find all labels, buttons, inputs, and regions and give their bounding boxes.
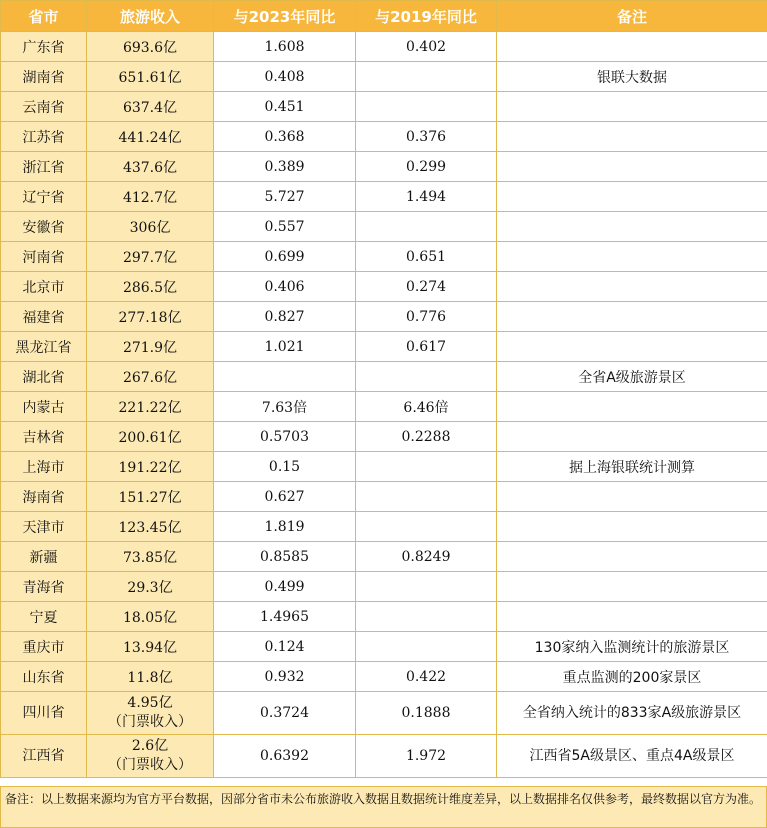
- table-row: [1, 512, 767, 542]
- table-row: [1, 362, 767, 392]
- income-cell: 651.61亿: [87, 62, 214, 92]
- table-row: [1, 332, 767, 362]
- income-cell: 221.22亿: [87, 392, 214, 422]
- yoy-2023-cell: 1.608: [214, 32, 356, 62]
- table-row: [1, 392, 767, 422]
- table-row: [1, 212, 767, 242]
- income-cell: 286.5亿: [87, 272, 214, 302]
- table-row: [1, 662, 767, 692]
- yoy-2023-cell: 0.699: [214, 242, 356, 272]
- yoy-2019-cell: [356, 212, 497, 242]
- income-cell: 11.8亿: [87, 662, 214, 692]
- province-cell: 安徽省: [1, 212, 87, 242]
- note-cell: 重点监测的200家景区: [497, 662, 767, 692]
- note-cell: [497, 332, 767, 362]
- yoy-2019-cell: 0.402: [356, 32, 497, 62]
- province-cell: 湖北省: [1, 362, 87, 392]
- province-cell: 新疆: [1, 542, 87, 572]
- yoy-2019-cell: [356, 362, 497, 392]
- note-cell: 130家纳入监测统计的旅游景区: [497, 632, 767, 662]
- yoy-2019-cell: 0.376: [356, 122, 497, 152]
- table-row: [1, 572, 767, 602]
- table-row: [1, 272, 767, 302]
- income-cell: 18.05亿: [87, 602, 214, 632]
- income-cell: 271.9亿: [87, 332, 214, 362]
- province-cell: 浙江省: [1, 152, 87, 182]
- yoy-2023-cell: 0.451: [214, 92, 356, 122]
- note-cell: [497, 182, 767, 212]
- province-cell: 广东省: [1, 32, 87, 62]
- yoy-2019-cell: 0.1888: [356, 692, 497, 735]
- province-cell: 江西省: [1, 735, 87, 778]
- yoy-2023-cell: 7.63倍: [214, 392, 356, 422]
- yoy-2023-cell: 0.368: [214, 122, 356, 152]
- province-cell: 河南省: [1, 242, 87, 272]
- yoy-2023-cell: 0.3724: [214, 692, 356, 735]
- note-cell: [497, 512, 767, 542]
- income-cell: 437.6亿: [87, 152, 214, 182]
- province-cell: 宁夏: [1, 602, 87, 632]
- income-value: 4.95亿: [127, 695, 173, 711]
- yoy-2023-cell: 1.819: [214, 512, 356, 542]
- header-yoy-2023: 与2023年同比: [214, 1, 356, 32]
- yoy-2023-cell: 0.389: [214, 152, 356, 182]
- yoy-2019-cell: 0.651: [356, 242, 497, 272]
- income-cell: 267.6亿: [87, 362, 214, 392]
- yoy-2023-cell: 0.499: [214, 572, 356, 602]
- yoy-2019-cell: 0.2288: [356, 422, 497, 452]
- note-cell: 全省A级旅游景区: [497, 362, 767, 392]
- yoy-2019-cell: 0.776: [356, 302, 497, 332]
- yoy-2023-cell: 0.6392: [214, 735, 356, 778]
- table-row: [1, 92, 767, 122]
- yoy-2023-cell: 0.932: [214, 662, 356, 692]
- province-cell: 北京市: [1, 272, 87, 302]
- table-row: [1, 692, 767, 735]
- income-cell: 637.4亿: [87, 92, 214, 122]
- table-row: [1, 242, 767, 272]
- table-body: [1, 32, 767, 778]
- note-cell: [497, 212, 767, 242]
- yoy-2019-cell: 0.422: [356, 662, 497, 692]
- income-cell: 412.7亿: [87, 182, 214, 212]
- income-cell: 191.22亿: [87, 452, 214, 482]
- yoy-2019-cell: [356, 62, 497, 92]
- income-cell: 123.45亿: [87, 512, 214, 542]
- income-cell: 13.94亿: [87, 632, 214, 662]
- table-row: [1, 152, 767, 182]
- table-row: [1, 182, 767, 212]
- yoy-2023-cell: 0.827: [214, 302, 356, 332]
- yoy-2019-cell: 1.494: [356, 182, 497, 212]
- footnote: 备注：以上数据来源均为官方平台数据，因部分省市未公布旅游收入数据且数据统计维度差异，以上数据排名仅供参考，最终数据以官方为准。: [0, 786, 767, 828]
- table-row: [1, 452, 767, 482]
- table-row: [1, 422, 767, 452]
- table-row: [1, 32, 767, 62]
- header-note: 备注: [497, 1, 767, 32]
- note-cell: [497, 572, 767, 602]
- yoy-2019-cell: [356, 602, 497, 632]
- province-cell: 云南省: [1, 92, 87, 122]
- province-cell: 辽宁省: [1, 182, 87, 212]
- yoy-2023-cell: 5.727: [214, 182, 356, 212]
- yoy-2019-cell: 0.8249: [356, 542, 497, 572]
- table-row: [1, 302, 767, 332]
- header-province: 省市: [1, 1, 87, 32]
- income-cell: 151.27亿: [87, 482, 214, 512]
- yoy-2019-cell: 0.617: [356, 332, 497, 362]
- header-yoy-2019: 与2019年同比: [356, 1, 497, 32]
- note-cell: [497, 92, 767, 122]
- income-cell: 73.85亿: [87, 542, 214, 572]
- province-cell: 黑龙江省: [1, 332, 87, 362]
- table-row: [1, 62, 767, 92]
- province-cell: 四川省: [1, 692, 87, 735]
- income-cell: 306亿: [87, 212, 214, 242]
- note-cell: [497, 32, 767, 62]
- note-cell: [497, 392, 767, 422]
- note-cell: [497, 542, 767, 572]
- yoy-2023-cell: 0.8585: [214, 542, 356, 572]
- income-cell: 277.18亿: [87, 302, 214, 332]
- yoy-2023-cell: 1.4965: [214, 602, 356, 632]
- header-income: 旅游收入: [87, 1, 214, 32]
- note-cell: 江西省5A级景区、重点4A级景区: [497, 735, 767, 778]
- income-cell: [87, 735, 214, 778]
- province-cell: 山东省: [1, 662, 87, 692]
- note-cell: [497, 482, 767, 512]
- income-value: 2.6亿: [131, 738, 169, 754]
- note-cell: [497, 422, 767, 452]
- income-cell: 29.3亿: [87, 572, 214, 602]
- table-row: [1, 632, 767, 662]
- province-cell: 内蒙古: [1, 392, 87, 422]
- note-cell: [497, 272, 767, 302]
- income-note: （门票收入）: [108, 714, 192, 730]
- yoy-2019-cell: [356, 92, 497, 122]
- table-row: [1, 735, 767, 778]
- income-cell: 297.7亿: [87, 242, 214, 272]
- note-cell: [497, 602, 767, 632]
- note-cell: [497, 302, 767, 332]
- yoy-2023-cell: 0.627: [214, 482, 356, 512]
- table-row: [1, 122, 767, 152]
- yoy-2019-cell: [356, 482, 497, 512]
- note-cell: 据上海银联统计测算: [497, 452, 767, 482]
- yoy-2023-cell: [214, 362, 356, 392]
- yoy-2019-cell: 6.46倍: [356, 392, 497, 422]
- province-cell: 福建省: [1, 302, 87, 332]
- yoy-2019-cell: [356, 632, 497, 662]
- yoy-2023-cell: 0.124: [214, 632, 356, 662]
- note-cell: 全省纳入统计的833家A级旅游景区: [497, 692, 767, 735]
- note-cell: [497, 152, 767, 182]
- province-cell: 吉林省: [1, 422, 87, 452]
- yoy-2023-cell: 1.021: [214, 332, 356, 362]
- income-cell: [87, 692, 214, 735]
- table-row: [1, 542, 767, 572]
- province-cell: 重庆市: [1, 632, 87, 662]
- yoy-2023-cell: 0.557: [214, 212, 356, 242]
- note-cell: [497, 242, 767, 272]
- income-cell: 441.24亿: [87, 122, 214, 152]
- yoy-2023-cell: 0.408: [214, 62, 356, 92]
- income-cell: 693.6亿: [87, 32, 214, 62]
- yoy-2023-cell: 0.406: [214, 272, 356, 302]
- province-cell: 海南省: [1, 482, 87, 512]
- income-note: （门票收入）: [108, 757, 192, 773]
- province-cell: 江苏省: [1, 122, 87, 152]
- province-cell: 天津市: [1, 512, 87, 542]
- province-cell: 上海市: [1, 452, 87, 482]
- yoy-2019-cell: [356, 512, 497, 542]
- yoy-2023-cell: 0.15: [214, 452, 356, 482]
- income-cell: 200.61亿: [87, 422, 214, 452]
- province-cell: 青海省: [1, 572, 87, 602]
- header-row: [1, 1, 767, 32]
- note-cell: 银联大数据: [497, 62, 767, 92]
- province-cell: 湖南省: [1, 62, 87, 92]
- yoy-2019-cell: 1.972: [356, 735, 497, 778]
- table-row: [1, 602, 767, 632]
- yoy-2019-cell: [356, 452, 497, 482]
- yoy-2019-cell: 0.274: [356, 272, 497, 302]
- note-cell: [497, 122, 767, 152]
- table-row: [1, 482, 767, 512]
- yoy-2019-cell: 0.299: [356, 152, 497, 182]
- yoy-2023-cell: 0.5703: [214, 422, 356, 452]
- yoy-2019-cell: [356, 572, 497, 602]
